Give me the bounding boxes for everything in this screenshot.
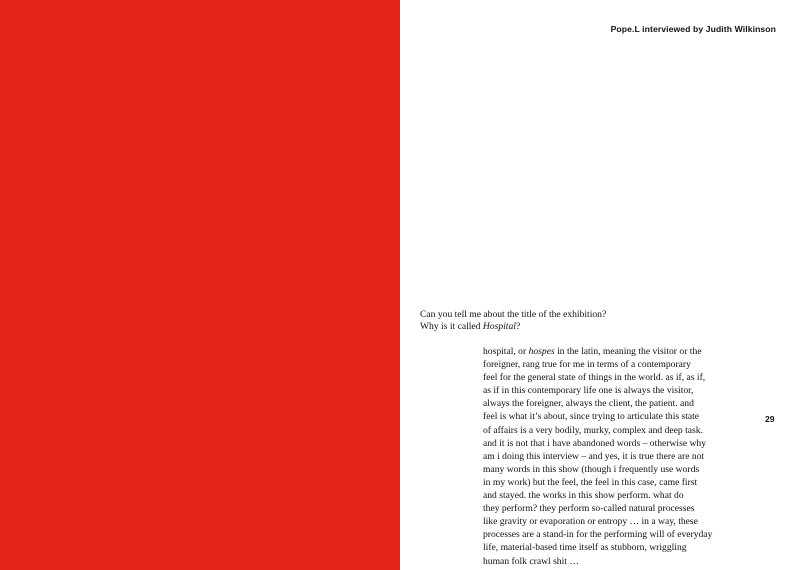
question-line-1: Can you tell me about the title of the exhibition? bbox=[420, 309, 607, 320]
answer-line: many words in this show (though i frequently use words bbox=[483, 463, 700, 475]
answer-line: always the foreigner, always the client, the patient. and bbox=[483, 398, 694, 410]
answer-line: human folk crawl shit … bbox=[483, 555, 579, 567]
answer-line: and stayed. the works in this show perform. what do bbox=[483, 490, 684, 502]
answer-line: in my work) but the feel, the feel in this case, came first bbox=[483, 476, 698, 488]
question-line-2 bbox=[420, 321, 760, 333]
answer-line-1-prefix: hospital, or bbox=[483, 346, 529, 357]
interview-answer bbox=[483, 345, 753, 568]
exhibition-title: Hospital bbox=[482, 321, 516, 333]
question-line-2-prefix: Why is it called bbox=[420, 321, 483, 333]
page-number: 29 bbox=[765, 414, 775, 424]
question-line-2-suffix: ? bbox=[515, 321, 521, 333]
answer-line: foreigner, rang true for me in terms of a contemporary bbox=[483, 359, 691, 371]
answer-line-1-suffix: in the latin, meaning the visitor or the bbox=[554, 346, 702, 357]
answer-line: as if in this contemporary life one is always the visitor, bbox=[483, 385, 694, 397]
running-head: Pope.L interviewed by Judith Wilkinson bbox=[610, 24, 776, 34]
answer-italic-word: hospes bbox=[528, 346, 555, 357]
answer-line: they perform? they perform so-called natural processes bbox=[483, 503, 695, 515]
answer-line-1 bbox=[483, 345, 753, 358]
right-page bbox=[400, 0, 800, 570]
answer-line: am i doing this interview – and yes, it is true there are not bbox=[483, 450, 705, 462]
answer-line: feel is what it’s about, since trying to articulate this state bbox=[483, 411, 700, 423]
answer-line: and it is not that i have abandoned words – otherwise why bbox=[483, 437, 707, 449]
answer-line: life, material-based time itself as stubborn, wriggling bbox=[483, 542, 687, 554]
answer-line: like gravity or evaporation or entropy … in a way, these bbox=[483, 516, 698, 528]
interview-question bbox=[420, 309, 760, 334]
answer-line: processes are a stand-in for the performing will of everyday bbox=[483, 529, 713, 541]
answer-line: of affairs is a very bodily, murky, complex and deep task. bbox=[483, 424, 703, 436]
answer-line: feel for the general state of things in the world. as if, as if, bbox=[483, 372, 706, 384]
